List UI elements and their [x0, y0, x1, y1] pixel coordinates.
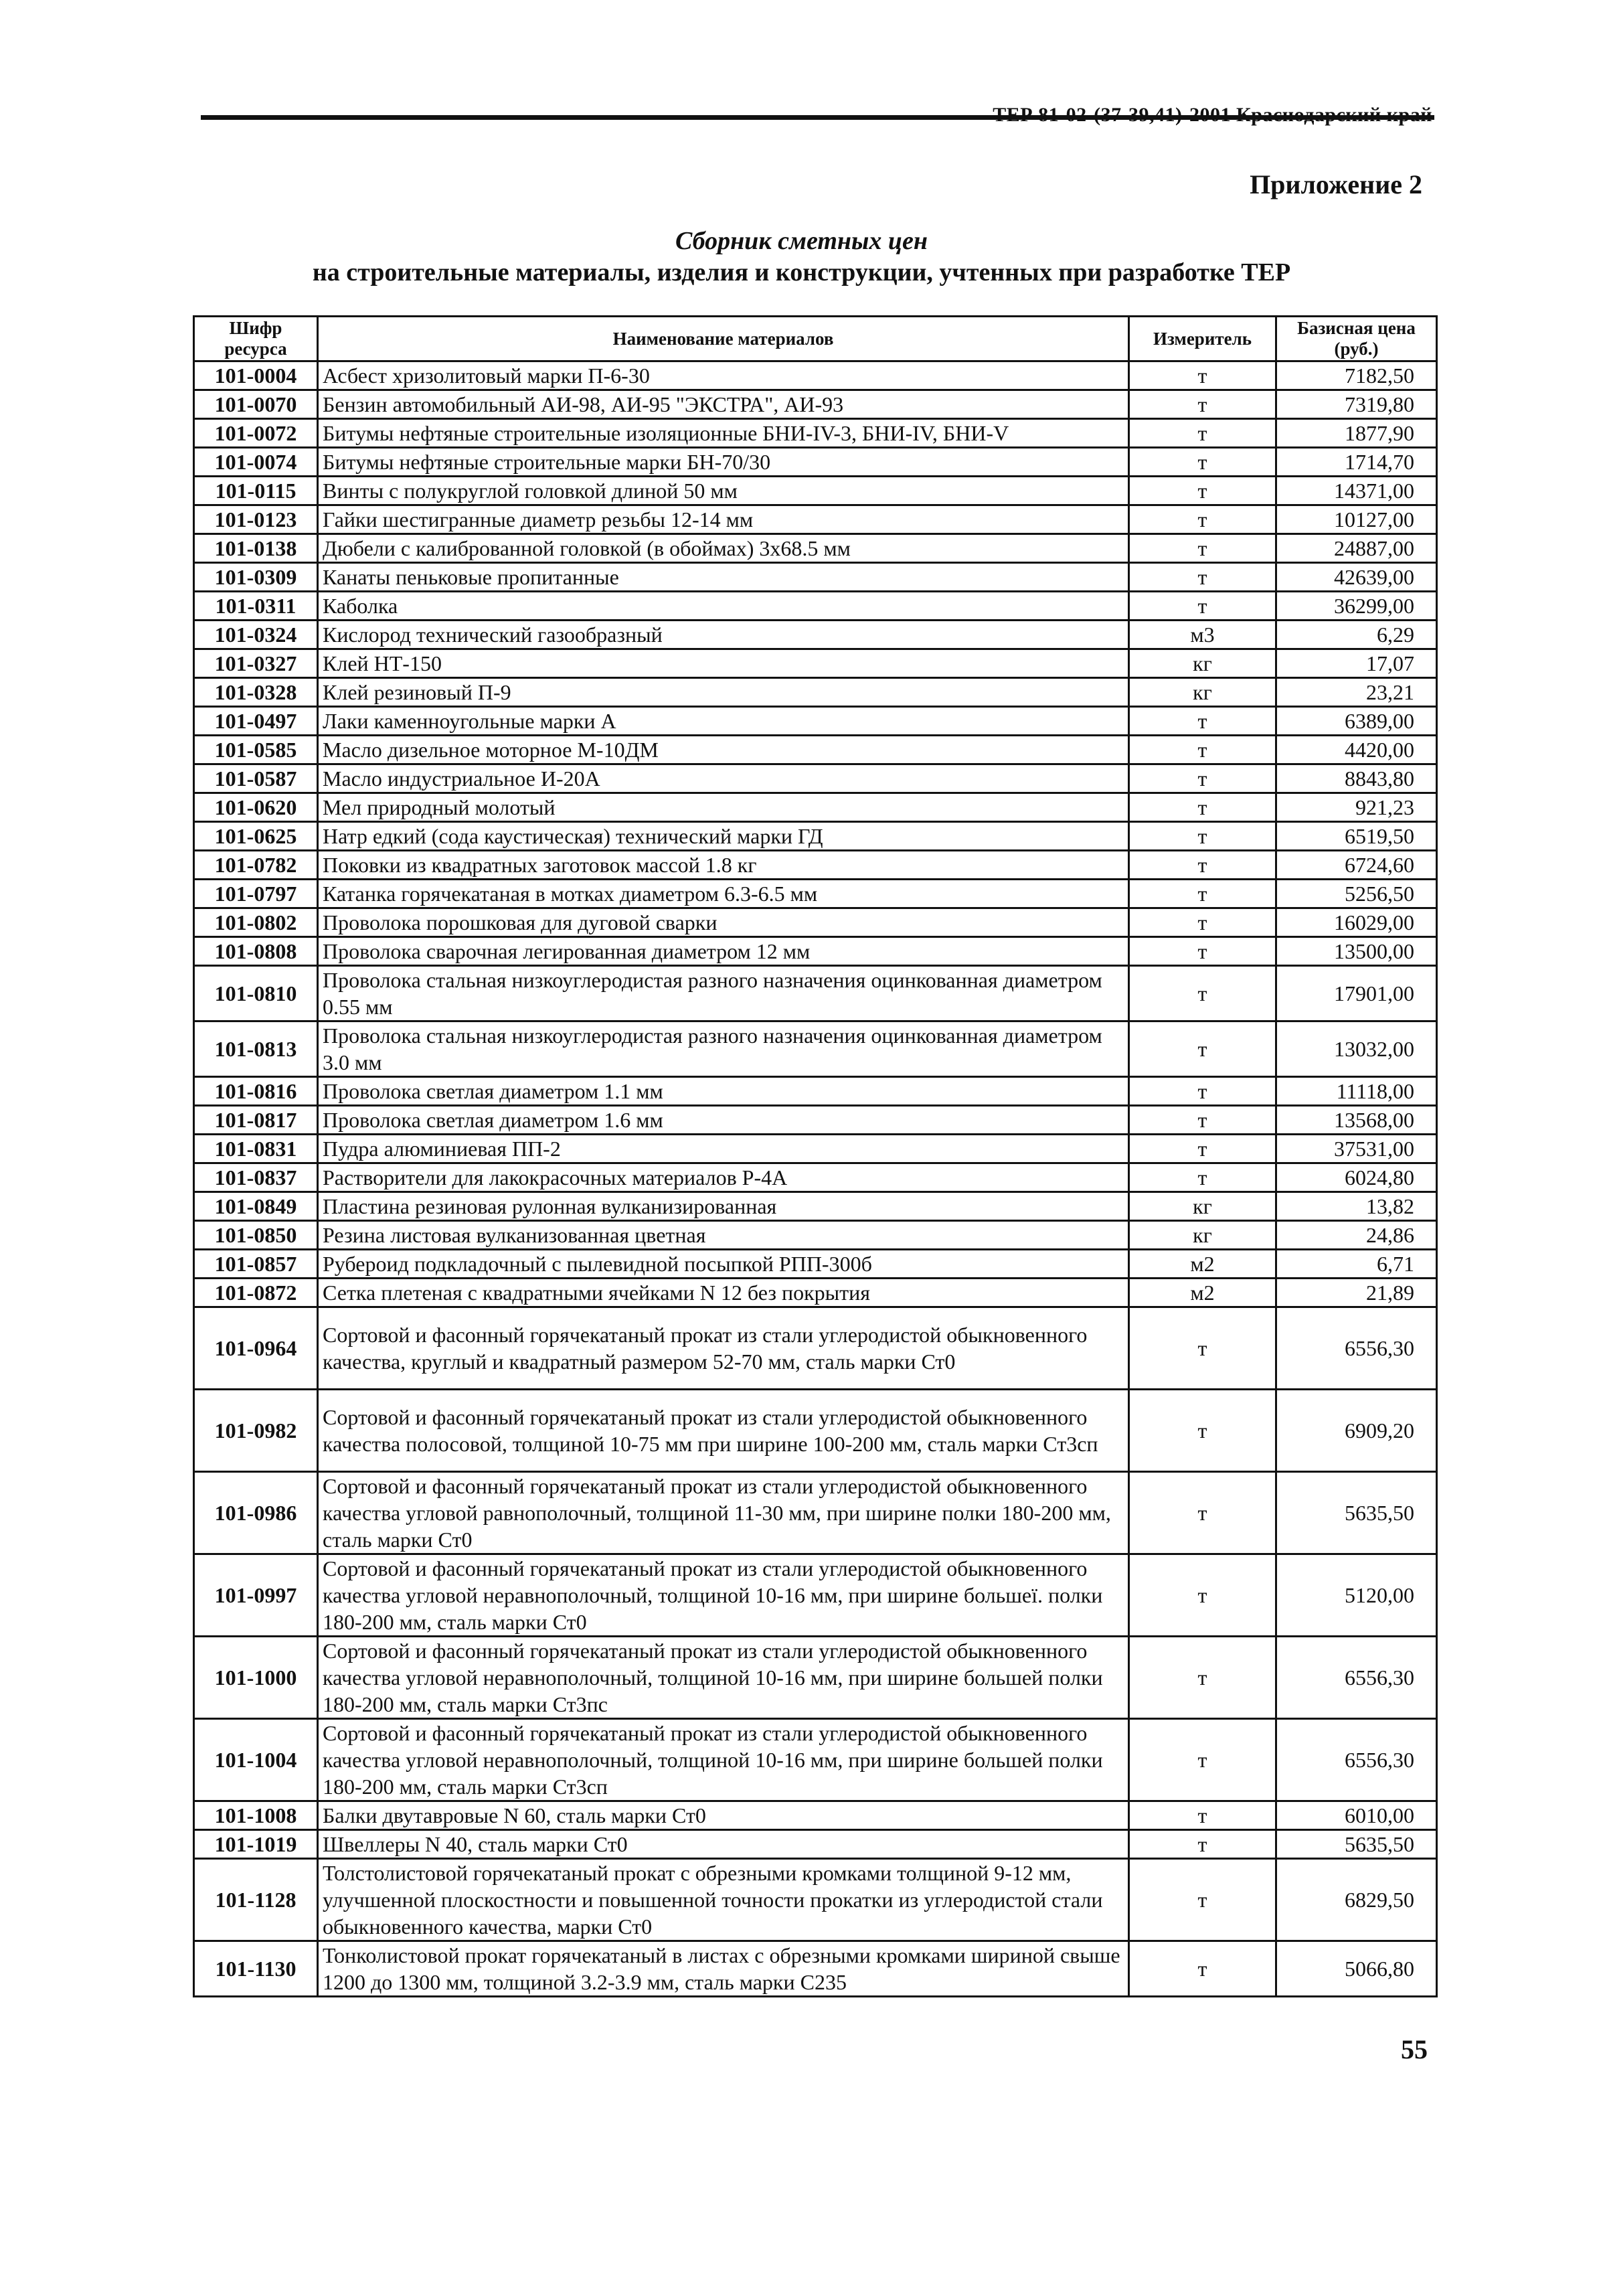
cell-code: 101-0070: [194, 390, 318, 419]
cell-price: 6724,60: [1276, 851, 1437, 880]
cell-code: 101-1000: [194, 1637, 318, 1719]
cell-code: 101-1008: [194, 1801, 318, 1830]
cell-price: 8843,80: [1276, 764, 1437, 793]
cell-code: 101-0964: [194, 1307, 318, 1390]
cell-price: 42639,00: [1276, 563, 1437, 592]
cell-code: 101-0782: [194, 851, 318, 880]
cell-name: Сортовой и фасонный горячекатаный прокат из стали углеродистой обыкновенного качества угловой неравнополочный, толщиной 10-16 мм, при ширине большей полки 180-200 мм, сталь марки Ст3пс: [318, 1637, 1129, 1719]
cell-unit: т: [1129, 448, 1276, 477]
cell-unit: т: [1129, 1859, 1276, 1941]
cell-name: Асбест хризолитовый марки П-6-30: [318, 361, 1129, 390]
cell-price: 6556,30: [1276, 1719, 1437, 1801]
cell-code: 101-0115: [194, 477, 318, 505]
cell-name: Натр едкий (сода каустическая) технический марки ГД: [318, 822, 1129, 851]
cell-name: Сортовой и фасонный горячекатаный прокат из стали углеродистой обыкновенного качества, круглый и квадратный размером 52-70 мм, сталь марки Ст0: [318, 1307, 1129, 1390]
table-row: [194, 1279, 1437, 1307]
cell-name: Сетка плетеная с квадратными ячейками N 12 без покрытия: [318, 1279, 1129, 1307]
cell-unit: т: [1129, 937, 1276, 966]
table-row: [194, 736, 1437, 764]
cell-code: 101-0074: [194, 448, 318, 477]
cell-code: 101-0138: [194, 534, 318, 563]
cell-name: Тонколистовой прокат горячекатаный в листах с обрезными кромками шириной свыше 1200 до 1300 мм, толщиной 3.2-3.9 мм, сталь марки С235: [318, 1941, 1129, 1997]
cell-unit: т: [1129, 793, 1276, 822]
cell-name: Каболка: [318, 592, 1129, 621]
cell-unit: т: [1129, 822, 1276, 851]
table-row: [194, 419, 1437, 448]
cell-unit: т: [1129, 505, 1276, 534]
cell-unit: т: [1129, 390, 1276, 419]
cell-name: Проволока стальная низкоуглеродистая разного назначения оцинкованная диаметром 0.55 мм: [318, 966, 1129, 1021]
materials-table: [193, 315, 1438, 1997]
cell-code: 101-1130: [194, 1941, 318, 1997]
cell-name: Сортовой и фасонный горячекатаный прокат из стали углеродистой обыкновенного качества угловой неравнополочный, толщиной 10-16 мм, при ширине большей полки 180-200 мм, сталь марки Ст3сп: [318, 1719, 1129, 1801]
table-row: [194, 1637, 1437, 1719]
page-subtitle: на строительные материалы, изделия и конструкции, учтенных при разработке ТЕР: [312, 258, 1291, 286]
cell-code: 101-0813: [194, 1021, 318, 1077]
cell-price: 6556,30: [1276, 1307, 1437, 1390]
header-rule: [201, 115, 1434, 120]
cell-code: 101-0849: [194, 1192, 318, 1221]
cell-unit: т: [1129, 1941, 1276, 1997]
table-row: [194, 505, 1437, 534]
cell-unit: т: [1129, 361, 1276, 390]
cell-unit: м2: [1129, 1250, 1276, 1279]
cell-name: Сортовой и фасонный горячекатаный прокат из стали углеродистой обыкновенного качества угловой неравнополочный, толщиной 10-16 мм, при ширине большеї. полки 180-200 мм, сталь марки Ст0: [318, 1554, 1129, 1637]
table-row: [194, 1221, 1437, 1250]
table-row: [194, 1077, 1437, 1106]
cell-code: 101-0311: [194, 592, 318, 621]
cell-code: 101-0837: [194, 1163, 318, 1192]
cell-price: 5120,00: [1276, 1554, 1437, 1637]
table-row: [194, 880, 1437, 908]
cell-code: 101-0810: [194, 966, 318, 1021]
table-row: [194, 851, 1437, 880]
cell-price: 13500,00: [1276, 937, 1437, 966]
table-row: [194, 1250, 1437, 1279]
cell-price: 6829,50: [1276, 1859, 1437, 1941]
cell-code: 101-0309: [194, 563, 318, 592]
cell-code: 101-0004: [194, 361, 318, 390]
cell-price: 5635,50: [1276, 1830, 1437, 1859]
cell-unit: т: [1129, 534, 1276, 563]
page-title: Сборник сметных цен: [675, 227, 928, 255]
table-row: [194, 1163, 1437, 1192]
cell-price: 7182,50: [1276, 361, 1437, 390]
cell-unit: кг: [1129, 1192, 1276, 1221]
cell-name: Рубероид подкладочный с пылевидной посыпкой РПП-300б: [318, 1250, 1129, 1279]
cell-code: 101-0850: [194, 1221, 318, 1250]
cell-name: Канаты пеньковые пропитанные: [318, 563, 1129, 592]
table-row: [194, 822, 1437, 851]
cell-unit: т: [1129, 764, 1276, 793]
table-row: [194, 448, 1437, 477]
cell-price: 5256,50: [1276, 880, 1437, 908]
cell-code: 101-1019: [194, 1830, 318, 1859]
cell-name: Катанка горячекатаная в мотках диаметром 6.3-6.5 мм: [318, 880, 1129, 908]
table-row: [194, 1192, 1437, 1221]
cell-unit: т: [1129, 1307, 1276, 1390]
table-row: [194, 1106, 1437, 1135]
cell-name: Поковки из квадратных заготовок массой 1.8 кг: [318, 851, 1129, 880]
table-row: [194, 1941, 1437, 1997]
cell-price: 4420,00: [1276, 736, 1437, 764]
table-row: [194, 764, 1437, 793]
cell-name: Сортовой и фасонный горячекатаный прокат из стали углеродистой обыкновенного качества угловой равнополочный, толщиной 11-30 мм, при ширине полки 180-200 мм, сталь марки Ст0: [318, 1472, 1129, 1554]
cell-code: 101-0327: [194, 649, 318, 678]
table-row: [194, 937, 1437, 966]
table-row: [194, 678, 1437, 707]
cell-name: Толстолистовой горячекатаный прокат с обрезными кромками толщиной 9-12 мм, улучшенной плоскостности и повышенной точности прокатки из углеродистой стали обыкновенного качества, марки Ст0: [318, 1859, 1129, 1941]
cell-name: Проволока стальная низкоуглеродистая разного назначения оцинкованная диаметром 3.0 мм: [318, 1021, 1129, 1077]
cell-unit: т: [1129, 1163, 1276, 1192]
cell-unit: т: [1129, 736, 1276, 764]
cell-unit: т: [1129, 1077, 1276, 1106]
cell-price: 6909,20: [1276, 1390, 1437, 1472]
cell-price: 6519,50: [1276, 822, 1437, 851]
appendix-label: Приложение 2: [1250, 169, 1422, 199]
cell-code: 101-1128: [194, 1859, 318, 1941]
cell-code: 101-0324: [194, 621, 318, 649]
table-row: [194, 1859, 1437, 1941]
cell-price: 1714,70: [1276, 448, 1437, 477]
cell-price: 5635,50: [1276, 1472, 1437, 1554]
cell-name: Кислород технический газообразный: [318, 621, 1129, 649]
table-row: [194, 1390, 1437, 1472]
table-row: [194, 534, 1437, 563]
table-row: [194, 390, 1437, 419]
cell-unit: т: [1129, 1637, 1276, 1719]
cell-name: Винты с полукруглой головкой длиной 50 мм: [318, 477, 1129, 505]
cell-name: Резина листовая вулканизованная цветная: [318, 1221, 1129, 1250]
cell-code: 101-0497: [194, 707, 318, 736]
cell-price: 14371,00: [1276, 477, 1437, 505]
cell-price: 7319,80: [1276, 390, 1437, 419]
cell-unit: т: [1129, 1135, 1276, 1163]
table-header-row: [194, 317, 1437, 361]
cell-code: 101-0831: [194, 1135, 318, 1163]
cell-unit: т: [1129, 1830, 1276, 1859]
cell-name: Сортовой и фасонный горячекатаный прокат из стали углеродистой обыкновенного качества полосовой, толщиной 10-75 мм при ширине 100-200 мм, сталь марки Ст3сп: [318, 1390, 1129, 1472]
column-header-price: Базисная цена (руб.): [1276, 317, 1437, 361]
cell-unit: т: [1129, 477, 1276, 505]
cell-price: 5066,80: [1276, 1941, 1437, 1997]
cell-name: Клей НТ-150: [318, 649, 1129, 678]
cell-price: 17,07: [1276, 649, 1437, 678]
table-row: [194, 563, 1437, 592]
table-row: [194, 1135, 1437, 1163]
cell-code: 101-1004: [194, 1719, 318, 1801]
cell-price: 13,82: [1276, 1192, 1437, 1221]
cell-name: Мел природный молотый: [318, 793, 1129, 822]
cell-name: Проволока порошковая для дуговой сварки: [318, 908, 1129, 937]
cell-unit: м3: [1129, 621, 1276, 649]
table-row: [194, 707, 1437, 736]
cell-unit: т: [1129, 563, 1276, 592]
table-row: [194, 1554, 1437, 1637]
cell-code: 101-0587: [194, 764, 318, 793]
cell-name: Бензин автомобильный АИ-98, АИ-95 "ЭКСТРА", АИ-93: [318, 390, 1129, 419]
cell-name: Дюбели с калиброванной головкой (в обоймах) 3х68.5 мм: [318, 534, 1129, 563]
cell-code: 101-0123: [194, 505, 318, 534]
cell-price: 17901,00: [1276, 966, 1437, 1021]
cell-unit: т: [1129, 1719, 1276, 1801]
cell-code: 101-0997: [194, 1554, 318, 1637]
table-row: [194, 1830, 1437, 1859]
cell-name: Растворители для лакокрасочных материалов Р-4А: [318, 1163, 1129, 1192]
cell-name: Проволока светлая диаметром 1.1 мм: [318, 1077, 1129, 1106]
cell-unit: т: [1129, 419, 1276, 448]
cell-unit: кг: [1129, 678, 1276, 707]
cell-unit: т: [1129, 1801, 1276, 1830]
cell-name: Пудра алюминиевая ПП-2: [318, 1135, 1129, 1163]
cell-name: Клей резиновый П-9: [318, 678, 1129, 707]
cell-unit: т: [1129, 1106, 1276, 1135]
cell-name: Гайки шестигранные диаметр резьбы 12-14 мм: [318, 505, 1129, 534]
cell-price: 6,29: [1276, 621, 1437, 649]
cell-unit: т: [1129, 908, 1276, 937]
cell-unit: т: [1129, 851, 1276, 880]
cell-name: Проволока светлая диаметром 1.6 мм: [318, 1106, 1129, 1135]
table-row: [194, 649, 1437, 678]
cell-unit: т: [1129, 1472, 1276, 1554]
cell-name: Балки двутавровые N 60, сталь марки Ст0: [318, 1801, 1129, 1830]
cell-price: 13568,00: [1276, 1106, 1437, 1135]
table-row: [194, 361, 1437, 390]
table-row: [194, 1472, 1437, 1554]
cell-price: 11118,00: [1276, 1077, 1437, 1106]
cell-unit: кг: [1129, 649, 1276, 678]
cell-name: Швеллеры N 40, сталь марки Ст0: [318, 1830, 1129, 1859]
cell-unit: м2: [1129, 1279, 1276, 1307]
cell-name: Масло дизельное моторное М-10ДМ: [318, 736, 1129, 764]
document-code: ТЕР 81-02-(37-39,41)-2001 Краснодарский край: [993, 104, 1432, 126]
cell-code: 101-0982: [194, 1390, 318, 1472]
table-row: [194, 793, 1437, 822]
page-number: 55: [1401, 2034, 1428, 2064]
cell-code: 101-0816: [194, 1077, 318, 1106]
cell-price: 21,89: [1276, 1279, 1437, 1307]
cell-code: 101-0797: [194, 880, 318, 908]
cell-code: 101-0808: [194, 937, 318, 966]
cell-unit: т: [1129, 592, 1276, 621]
cell-unit: т: [1129, 1554, 1276, 1637]
cell-unit: т: [1129, 707, 1276, 736]
table-row: [194, 1307, 1437, 1390]
cell-code: 101-0872: [194, 1279, 318, 1307]
cell-price: 36299,00: [1276, 592, 1437, 621]
table-row: [194, 966, 1437, 1021]
cell-code: 101-0857: [194, 1250, 318, 1279]
cell-name: Проволока сварочная легированная диаметром 12 мм: [318, 937, 1129, 966]
table-row: [194, 592, 1437, 621]
cell-unit: т: [1129, 880, 1276, 908]
table-row: [194, 1021, 1437, 1077]
column-header-unit: Измеритель: [1129, 317, 1276, 361]
cell-name: Пластина резиновая рулонная вулканизированная: [318, 1192, 1129, 1221]
cell-code: 101-0585: [194, 736, 318, 764]
cell-price: 10127,00: [1276, 505, 1437, 534]
cell-price: 24887,00: [1276, 534, 1437, 563]
cell-code: 101-0328: [194, 678, 318, 707]
cell-price: 921,23: [1276, 793, 1437, 822]
table-body: [194, 361, 1437, 1997]
cell-name: Масло индустриальное И-20А: [318, 764, 1129, 793]
cell-code: 101-0802: [194, 908, 318, 937]
cell-code: 101-0072: [194, 419, 318, 448]
cell-code: 101-0620: [194, 793, 318, 822]
table-row: [194, 1719, 1437, 1801]
table-row: [194, 1801, 1437, 1830]
cell-price: 6389,00: [1276, 707, 1437, 736]
cell-price: 6556,30: [1276, 1637, 1437, 1719]
cell-price: 16029,00: [1276, 908, 1437, 937]
cell-price: 13032,00: [1276, 1021, 1437, 1077]
cell-unit: т: [1129, 1021, 1276, 1077]
cell-name: Битумы нефтяные строительные марки БН-70/30: [318, 448, 1129, 477]
cell-name: Лаки каменноугольные марки А: [318, 707, 1129, 736]
cell-price: 37531,00: [1276, 1135, 1437, 1163]
column-header-name: Наименование материалов: [318, 317, 1129, 361]
column-header-code: Шифр ресурса: [194, 317, 318, 361]
cell-price: 6010,00: [1276, 1801, 1437, 1830]
cell-code: 101-0986: [194, 1472, 318, 1554]
table-row: [194, 908, 1437, 937]
cell-price: 1877,90: [1276, 419, 1437, 448]
table-row: [194, 477, 1437, 505]
cell-code: 101-0625: [194, 822, 318, 851]
cell-price: 24,86: [1276, 1221, 1437, 1250]
cell-unit: кг: [1129, 1221, 1276, 1250]
cell-price: 23,21: [1276, 678, 1437, 707]
cell-code: 101-0817: [194, 1106, 318, 1135]
cell-unit: т: [1129, 1390, 1276, 1472]
cell-unit: т: [1129, 966, 1276, 1021]
cell-price: 6024,80: [1276, 1163, 1437, 1192]
cell-price: 6,71: [1276, 1250, 1437, 1279]
table-row: [194, 621, 1437, 649]
cell-name: Битумы нефтяные строительные изоляционные БНИ-IV-3, БНИ-IV, БНИ-V: [318, 419, 1129, 448]
